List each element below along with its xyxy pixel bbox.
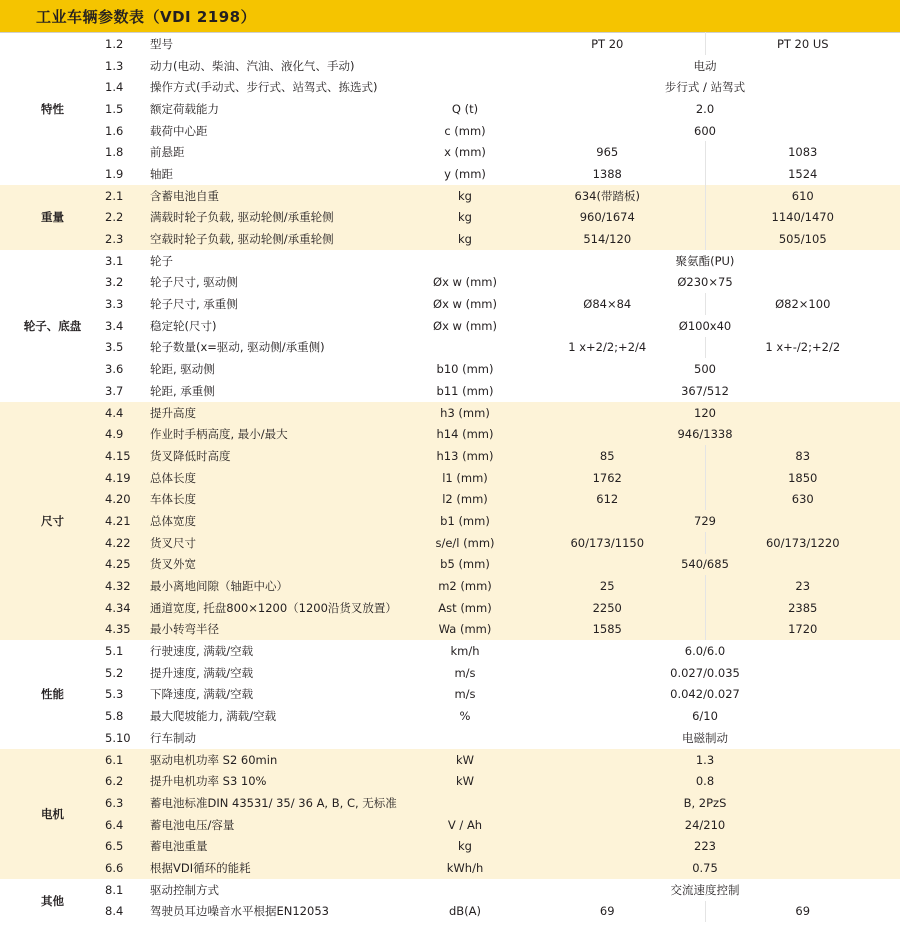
row-value-shared: 电动	[510, 55, 900, 77]
row-value-shared: 交流速度控制	[510, 879, 900, 901]
row-unit: kg	[420, 185, 510, 207]
table-row	[0, 749, 900, 771]
row-number: 8.1	[105, 879, 150, 901]
row-description: 根据VDI循环的能耗	[150, 857, 420, 879]
table-row	[0, 532, 900, 554]
row-value-model-2: 1850	[705, 467, 900, 489]
table-row	[0, 662, 900, 684]
table-row	[0, 358, 900, 380]
table-row	[0, 901, 900, 923]
row-unit: Q (t)	[420, 98, 510, 120]
row-number: 5.10	[105, 727, 150, 749]
table-row	[0, 727, 900, 749]
row-number: 4.9	[105, 423, 150, 445]
row-description: 驱动电机功率 S2 60min	[150, 749, 420, 771]
row-number: 4.15	[105, 445, 150, 467]
row-unit: kWh/h	[420, 857, 510, 879]
row-number: 5.2	[105, 662, 150, 684]
row-number: 6.6	[105, 857, 150, 879]
row-number: 5.8	[105, 705, 150, 727]
table-row	[0, 33, 900, 55]
table-row	[0, 554, 900, 576]
row-value-shared: 24/210	[510, 814, 900, 836]
table-row	[0, 380, 900, 402]
table-row	[0, 879, 900, 901]
row-unit	[420, 33, 510, 55]
row-description: 轴距	[150, 163, 420, 185]
row-description: 操作方式(手动式、步行式、站驾式、拣选式)	[150, 76, 420, 98]
row-unit: kW	[420, 749, 510, 771]
row-number: 3.1	[105, 250, 150, 272]
table-row	[0, 445, 900, 467]
row-unit: x (mm)	[420, 141, 510, 163]
row-description: 轮距, 驱动侧	[150, 358, 420, 380]
row-value-model-2: 1 x+-/2;+2/2	[705, 337, 900, 359]
row-number: 4.19	[105, 467, 150, 489]
row-value-model-2: 83	[705, 445, 900, 467]
row-number: 2.1	[105, 185, 150, 207]
row-value-model-1: 514/120	[510, 228, 705, 250]
row-value-shared: 6.0/6.0	[510, 640, 900, 662]
table-row	[0, 207, 900, 229]
row-number: 3.7	[105, 380, 150, 402]
row-value-shared: 367/512	[510, 380, 900, 402]
group-label: 特性	[0, 33, 105, 185]
row-description: 稳定轮(尺寸)	[150, 315, 420, 337]
row-description: 最小转弯半径	[150, 619, 420, 641]
table-row	[0, 619, 900, 641]
row-description: 货叉外宽	[150, 554, 420, 576]
row-description: 货叉降低时高度	[150, 445, 420, 467]
row-value-model-1: 1 x+2/2;+2/4	[510, 337, 705, 359]
row-number: 6.3	[105, 792, 150, 814]
row-value-shared: 1.3	[510, 749, 900, 771]
row-unit: kg	[420, 207, 510, 229]
row-description: 货叉尺寸	[150, 532, 420, 554]
row-value-model-1: 960/1674	[510, 207, 705, 229]
row-unit: b11 (mm)	[420, 380, 510, 402]
table-row	[0, 423, 900, 445]
table-row	[0, 597, 900, 619]
table-row	[0, 228, 900, 250]
table-row	[0, 141, 900, 163]
row-unit: c (mm)	[420, 120, 510, 142]
row-value-model-1: 965	[510, 141, 705, 163]
row-value-model-1: 1762	[510, 467, 705, 489]
row-number: 1.9	[105, 163, 150, 185]
row-value-shared: 聚氨酯(PU)	[510, 250, 900, 272]
row-number: 3.4	[105, 315, 150, 337]
row-number: 5.3	[105, 684, 150, 706]
row-value-shared: 2.0	[510, 98, 900, 120]
row-unit	[420, 727, 510, 749]
row-description: 蓄电池电压/容量	[150, 814, 420, 836]
row-value-shared: 6/10	[510, 705, 900, 727]
row-description: 空载时轮子负载, 驱动轮侧/承重轮侧	[150, 228, 420, 250]
group-label: 轮子、底盘	[0, 250, 105, 402]
row-unit: kg	[420, 228, 510, 250]
row-description: 行车制动	[150, 727, 420, 749]
row-description: 满载时轮子负载, 驱动轮侧/承重轮侧	[150, 207, 420, 229]
row-unit: h14 (mm)	[420, 423, 510, 445]
table-row	[0, 76, 900, 98]
row-unit: Øx w (mm)	[420, 272, 510, 294]
row-unit: V / Ah	[420, 814, 510, 836]
row-value-model-1: 69	[510, 901, 705, 923]
table-row	[0, 55, 900, 77]
row-description: 蓄电池重量	[150, 835, 420, 857]
row-description: 轮子数量(x=驱动, 驱动侧/承重侧)	[150, 337, 420, 359]
row-value-model-1: PT 20	[510, 33, 705, 55]
row-number: 3.6	[105, 358, 150, 380]
row-unit: s/e/l (mm)	[420, 532, 510, 554]
row-unit: b1 (mm)	[420, 510, 510, 532]
table-row	[0, 337, 900, 359]
row-unit	[420, 55, 510, 77]
row-number: 4.20	[105, 488, 150, 510]
table-row	[0, 98, 900, 120]
row-unit: %	[420, 705, 510, 727]
row-unit: l2 (mm)	[420, 488, 510, 510]
row-value-shared: 0.027/0.035	[510, 662, 900, 684]
group-label: 重量	[0, 185, 105, 250]
row-number: 3.3	[105, 293, 150, 315]
table-row	[0, 488, 900, 510]
row-description: 最大爬坡能力, 满载/空载	[150, 705, 420, 727]
row-value-model-1: 634(带踏板)	[510, 185, 705, 207]
row-number: 4.32	[105, 575, 150, 597]
group-label: 其他	[0, 879, 105, 922]
table-row	[0, 857, 900, 879]
row-number: 2.2	[105, 207, 150, 229]
row-number: 6.2	[105, 770, 150, 792]
row-value-model-1: 1585	[510, 619, 705, 641]
table-row	[0, 510, 900, 532]
row-unit	[420, 879, 510, 901]
row-unit: l1 (mm)	[420, 467, 510, 489]
row-value-shared: 540/685	[510, 554, 900, 576]
row-unit: m/s	[420, 662, 510, 684]
row-value-model-1: 1388	[510, 163, 705, 185]
row-value-shared: 电磁制动	[510, 727, 900, 749]
row-value-model-2: PT 20 US	[705, 33, 900, 55]
row-description: 下降速度, 满载/空载	[150, 684, 420, 706]
table-row	[0, 770, 900, 792]
row-description: 最小离地间隙（轴距中心）	[150, 575, 420, 597]
row-value-shared: 0.8	[510, 770, 900, 792]
row-value-shared: 500	[510, 358, 900, 380]
row-number: 4.4	[105, 402, 150, 424]
row-value-model-2: 23	[705, 575, 900, 597]
row-value-shared: 120	[510, 402, 900, 424]
row-unit: Øx w (mm)	[420, 315, 510, 337]
title-bar	[0, 0, 900, 32]
row-number: 1.2	[105, 33, 150, 55]
row-description: 动力(电动、柴油、汽油、液化气、手动)	[150, 55, 420, 77]
row-value-shared: Ø100x40	[510, 315, 900, 337]
row-value-shared: 0.75	[510, 857, 900, 879]
row-unit	[420, 76, 510, 98]
row-value-model-2: 69	[705, 901, 900, 923]
row-description: 轮距, 承重侧	[150, 380, 420, 402]
row-description: 前悬距	[150, 141, 420, 163]
row-value-model-2: 60/173/1220	[705, 532, 900, 554]
row-number: 4.25	[105, 554, 150, 576]
row-unit: h3 (mm)	[420, 402, 510, 424]
row-value-model-2: 1083	[705, 141, 900, 163]
row-unit: Ast (mm)	[420, 597, 510, 619]
row-value-model-2: 2385	[705, 597, 900, 619]
table-row	[0, 814, 900, 836]
row-value-shared: 223	[510, 835, 900, 857]
row-value-shared: 946/1338	[510, 423, 900, 445]
row-unit: kW	[420, 770, 510, 792]
row-description: 含蓄电池自重	[150, 185, 420, 207]
row-description: 提升高度	[150, 402, 420, 424]
row-value-shared: Ø230×75	[510, 272, 900, 294]
row-description: 轮子尺寸, 承重侧	[150, 293, 420, 315]
row-value-shared: 步行式 / 站驾式	[510, 76, 900, 98]
row-description: 蓄电池标准DIN 43531/ 35/ 36 A, B, C, 无标准	[150, 792, 420, 814]
page-title: 工业车辆参数表（VDI 2198）	[36, 7, 257, 26]
row-unit: m2 (mm)	[420, 575, 510, 597]
row-number: 6.1	[105, 749, 150, 771]
row-description: 驾驶员耳边噪音水平根据EN12053	[150, 901, 420, 923]
row-unit	[420, 792, 510, 814]
row-description: 提升电机功率 S3 10%	[150, 770, 420, 792]
row-description: 总体长度	[150, 467, 420, 489]
row-unit: Øx w (mm)	[420, 293, 510, 315]
table-row	[0, 272, 900, 294]
row-value-model-2: 630	[705, 488, 900, 510]
table-row	[0, 185, 900, 207]
row-value-model-2: 505/105	[705, 228, 900, 250]
row-number: 8.4	[105, 901, 150, 923]
row-unit: Wa (mm)	[420, 619, 510, 641]
row-description: 车体长度	[150, 488, 420, 510]
row-unit: dB(A)	[420, 901, 510, 923]
table-row	[0, 315, 900, 337]
row-description: 总体宽度	[150, 510, 420, 532]
row-value-model-2: 1524	[705, 163, 900, 185]
row-unit: km/h	[420, 640, 510, 662]
table-row	[0, 467, 900, 489]
row-unit: m/s	[420, 684, 510, 706]
table-row	[0, 705, 900, 727]
table-row	[0, 250, 900, 272]
table-row	[0, 163, 900, 185]
row-description: 作业时手柄高度, 最小/最大	[150, 423, 420, 445]
row-value-shared: 729	[510, 510, 900, 532]
row-value-model-2: Ø82×100	[705, 293, 900, 315]
row-value-model-1: 2250	[510, 597, 705, 619]
row-unit: b5 (mm)	[420, 554, 510, 576]
row-value-shared: 600	[510, 120, 900, 142]
table-row	[0, 640, 900, 662]
table-row	[0, 792, 900, 814]
table-row	[0, 835, 900, 857]
row-description: 轮子	[150, 250, 420, 272]
row-number: 1.5	[105, 98, 150, 120]
row-value-model-1: Ø84×84	[510, 293, 705, 315]
row-number: 1.4	[105, 76, 150, 98]
row-value-model-2: 1140/1470	[705, 207, 900, 229]
row-description: 型号	[150, 33, 420, 55]
group-label: 性能	[0, 640, 105, 748]
row-number: 1.8	[105, 141, 150, 163]
row-unit: h13 (mm)	[420, 445, 510, 467]
row-number: 4.22	[105, 532, 150, 554]
row-description: 通道宽度, 托盘800×1200（1200沿货叉放置）	[150, 597, 420, 619]
row-unit: y (mm)	[420, 163, 510, 185]
row-value-model-2: 610	[705, 185, 900, 207]
row-description: 额定荷载能力	[150, 98, 420, 120]
row-value-shared: 0.042/0.027	[510, 684, 900, 706]
row-value-shared: B, 2PzS	[510, 792, 900, 814]
spec-table	[0, 32, 900, 922]
row-unit	[420, 337, 510, 359]
row-unit	[420, 250, 510, 272]
row-unit: kg	[420, 835, 510, 857]
row-number: 6.4	[105, 814, 150, 836]
group-label: 电机	[0, 749, 105, 879]
group-label: 尺寸	[0, 402, 105, 641]
row-value-model-1: 612	[510, 488, 705, 510]
row-number: 2.3	[105, 228, 150, 250]
row-number: 3.2	[105, 272, 150, 294]
row-description: 行驶速度, 满载/空载	[150, 640, 420, 662]
row-number: 4.34	[105, 597, 150, 619]
row-value-model-1: 25	[510, 575, 705, 597]
table-row	[0, 120, 900, 142]
row-unit: b10 (mm)	[420, 358, 510, 380]
row-description: 驱动控制方式	[150, 879, 420, 901]
table-row	[0, 293, 900, 315]
row-number: 1.3	[105, 55, 150, 77]
table-row	[0, 684, 900, 706]
row-description: 轮子尺寸, 驱动侧	[150, 272, 420, 294]
row-number: 6.5	[105, 835, 150, 857]
row-value-model-1: 85	[510, 445, 705, 467]
table-row	[0, 575, 900, 597]
row-value-model-2: 1720	[705, 619, 900, 641]
row-number: 1.6	[105, 120, 150, 142]
table-row	[0, 402, 900, 424]
row-value-model-1: 60/173/1150	[510, 532, 705, 554]
row-description: 载荷中心距	[150, 120, 420, 142]
row-number: 4.21	[105, 510, 150, 532]
row-description: 提升速度, 满载/空载	[150, 662, 420, 684]
row-number: 5.1	[105, 640, 150, 662]
row-number: 3.5	[105, 337, 150, 359]
row-number: 4.35	[105, 619, 150, 641]
